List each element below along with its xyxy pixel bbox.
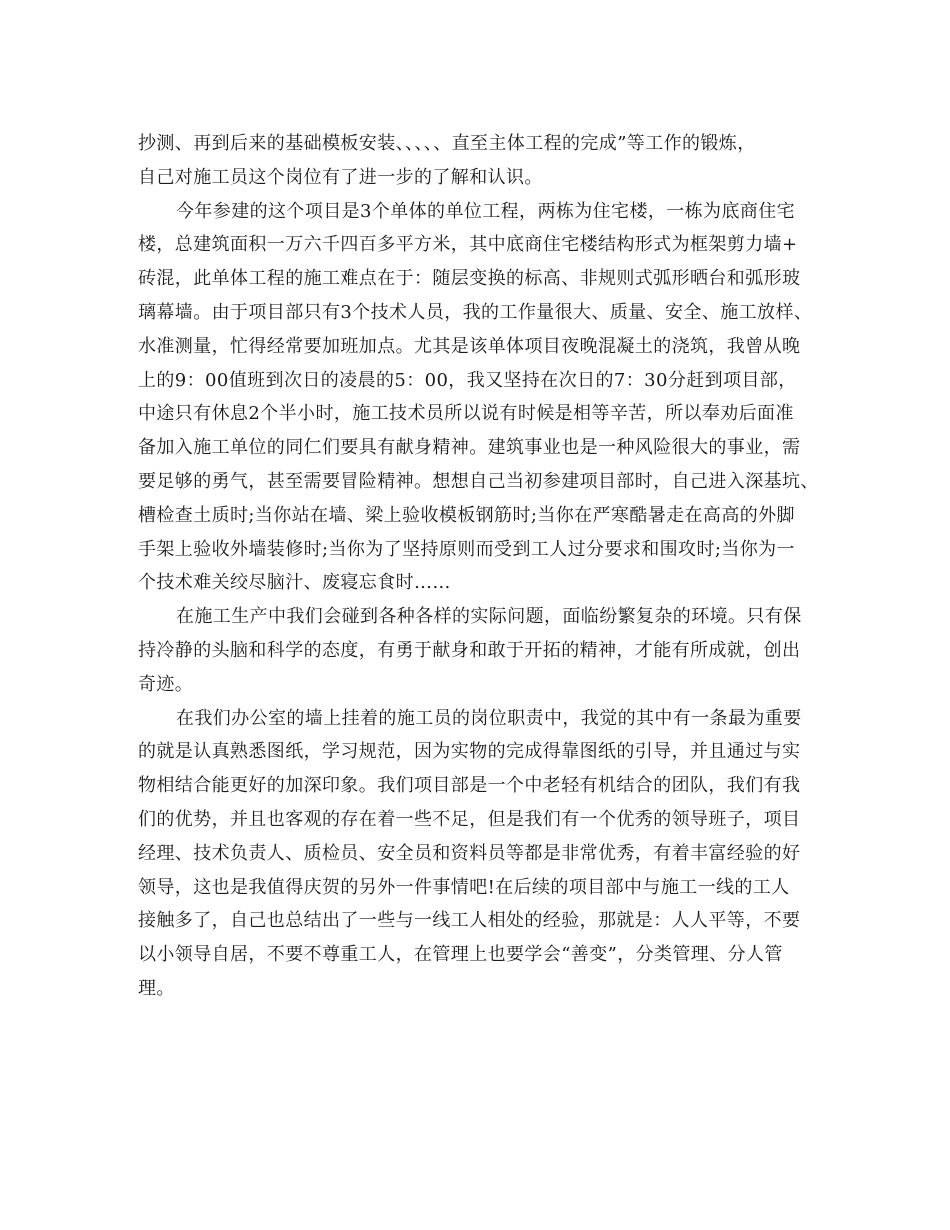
text-line: 槽检查土质时;当你站在墙、梁上验收模板钢筋时;当你在严寒酷暑走在高高的外脚 (138, 504, 795, 526)
text-line: 要足够的勇气，甚至需要冒险精神。想想自己当初参建项目部时，自己进入深基坑、 (138, 470, 819, 492)
text-line: 手架上验收外墙装修时;当你为了坚持原则而受到工人过分要求和围攻时;当你为一 (138, 538, 795, 560)
text-line: 物相结合能更好的加深印象。我们项目部是一个中老轻有机结合的团队，我们有我 (138, 775, 801, 797)
document-body (138, 127, 818, 1006)
text-line: 自己对施工员这个岗位有了进一步的了解和认识。 (138, 166, 543, 188)
text-line: 接触多了，自己也总结出了一些与一线工人相处的经验，那就是：人人平等，不要 (138, 910, 801, 932)
text-line: 楼，总建筑面积一万六千四百多平方米，其中底商住宅楼结构形式为框架剪力墙+ (138, 234, 798, 256)
text-line: 个技术难关绞尽脑汁、废寝忘食时…… (138, 572, 451, 594)
text-line: 以小领导自居，不要不尊重工人，在管理上也要学会“善变”，分类管理、分人管 (138, 944, 783, 966)
paragraph-first-line: 在施工生产中我们会碰到各种各样的实际问题，面临纷繁复杂的环境。只有保 (176, 606, 802, 628)
text-line: 水准测量，忙得经常要加班加点。尤其是该单体项目夜晚混凝土的浇筑，我曾从晚 (138, 335, 801, 357)
text-line: 们的优势，并且也客观的存在着一些不足，但是我们有一个优秀的领导班子，项目 (138, 808, 801, 830)
text-line: 持冷静的头脑和科学的态度，有勇于献身和敢于开拓的精神，才能有所成就，创出 (138, 639, 801, 661)
text-line: 经理、技术负责人、质检员、安全员和资料员等都是非常优秀，有着丰富经验的好 (138, 842, 801, 864)
text-line: 上的9：00值班到次日的凌晨的5：00，我又坚持在次日的7：30分赶到项目部， (138, 369, 797, 391)
text-line: 领导，这也是我值得庆贺的另外一件事情吧!在后续的项目部中与施工一线的工人 (138, 876, 790, 898)
text-line: 奇迹。 (138, 673, 194, 695)
text-line: 中途只有休息2个半小时，施工技术员所以说有时候是相等辛苦，所以奉劝后面准 (138, 403, 794, 425)
text-line: 砖混，此单体工程的施工难点在于：随层变换的标高、非规则式弧形晒台和弧形玻 (138, 268, 801, 290)
text-line: 璃幕墙。由于项目部只有3个技术人员，我的工作量很大、质量、安全、施工放样、 (138, 301, 813, 323)
text-line: 抄测、再到后来的基础模板安装、、、、、直至主体工程的完成”等工作的锻炼， (138, 133, 756, 154)
text-line: 的就是认真熟悉图纸，学习规范，因为实物的完成得靠图纸的引导，并且通过与实 (138, 741, 801, 763)
paragraph-first-line: 今年参建的这个项目是3个单体的单位工程，两栋为住宅楼，一栋为底商住宅 (176, 200, 796, 222)
text-line: 备加入施工单位的同仁们要具有献身精神。建筑事业也是一种风险很大的事业，需 (138, 437, 801, 459)
paragraph-first-line: 在我们办公室的墙上挂着的施工员的岗位职责中，我觉的其中有一条最为重要 (176, 707, 802, 729)
text-line: 理。 (138, 977, 175, 999)
